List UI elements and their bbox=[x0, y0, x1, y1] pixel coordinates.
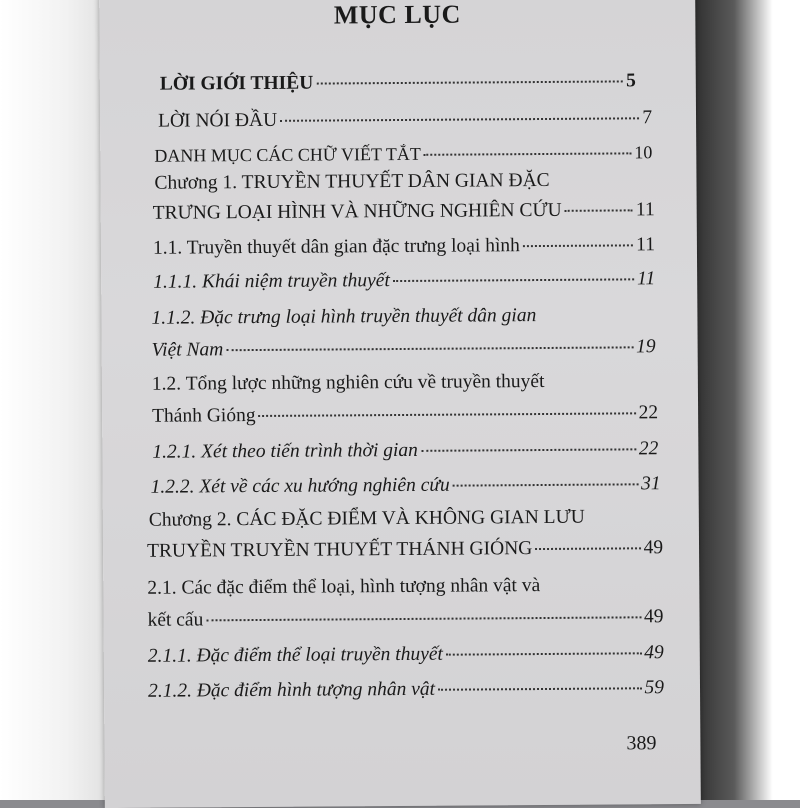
dot-leader bbox=[316, 80, 623, 84]
toc-entry bbox=[147, 606, 663, 632]
toc-entry-page: 5 bbox=[625, 70, 636, 92]
page-number: 389 bbox=[626, 732, 657, 755]
dot-leader bbox=[226, 346, 633, 351]
toc-entry-line: 2.1. Các đặc điểm thể loại, hình tượng nhân vật và bbox=[147, 575, 541, 599]
toc-entry-page: 11 bbox=[636, 234, 655, 256]
toc-entry-page: 49 bbox=[644, 642, 664, 664]
dot-leader bbox=[453, 483, 638, 486]
toc-entry-page: 31 bbox=[641, 473, 661, 495]
toc-entry-page: 49 bbox=[643, 537, 664, 559]
page-title: MỤC LỤC bbox=[333, 0, 461, 30]
toc-entry-line: 1.1.2. Đặc trưng loại hình truyền thuyết dân gian bbox=[151, 305, 537, 329]
dot-leader bbox=[421, 448, 636, 452]
toc-entry bbox=[153, 268, 655, 294]
toc-entry-title: 1.1.1. Khái niệm truyền thuyết bbox=[153, 270, 390, 293]
toc-entry-title: DANH MỤC CÁC CHỮ VIẾT TẮT bbox=[154, 143, 421, 166]
toc-entry-line: Chương 1. TRUYỀN THUYẾT DÂN GIAN ĐẶC bbox=[154, 169, 550, 194]
toc-entry bbox=[147, 537, 663, 563]
toc-entry-title: 1.2.2. Xét về các xu hướng nghiên cứu bbox=[150, 474, 450, 498]
toc-entry-line: Chương 2. CÁC ĐẶC ĐIỂM VÀ KHÔNG GIAN LƯU bbox=[148, 506, 585, 531]
dot-leader bbox=[535, 547, 640, 550]
toc-entry-page: 11 bbox=[637, 268, 656, 290]
toc-entry bbox=[153, 234, 655, 260]
dot-leader bbox=[438, 687, 642, 690]
book-page bbox=[99, 0, 701, 808]
toc-entry-title: TRƯNG LOẠI HÌNH VÀ NHỮNG NGHIÊN CỨU bbox=[152, 199, 562, 224]
dot-leader bbox=[565, 209, 633, 211]
toc-entry bbox=[152, 402, 658, 428]
toc-entry-title: 1.1. Truyền thuyết dân gian đặc trưng loại hình bbox=[152, 235, 520, 259]
toc-entry-title: Thánh Gióng bbox=[152, 405, 256, 427]
toc-entry-page: 22 bbox=[638, 402, 659, 424]
toc-entry-page: 49 bbox=[643, 606, 664, 628]
toc-entry bbox=[152, 336, 656, 362]
toc-entry bbox=[160, 70, 636, 95]
dot-leader bbox=[523, 244, 633, 247]
background-right bbox=[690, 0, 800, 800]
dot-leader bbox=[424, 152, 632, 155]
toc-entry-page: 19 bbox=[636, 336, 656, 358]
dot-leader bbox=[206, 616, 641, 621]
dot-leader bbox=[259, 412, 636, 417]
toc-entry-page: 22 bbox=[638, 438, 659, 460]
toc-entry bbox=[148, 677, 664, 703]
dot-leader bbox=[446, 652, 641, 655]
toc-entry bbox=[152, 438, 658, 464]
toc-entry bbox=[154, 142, 652, 166]
toc-entry bbox=[148, 642, 664, 668]
dot-leader bbox=[280, 117, 639, 122]
toc-entry-page: 10 bbox=[634, 142, 653, 163]
toc-entry-page: 11 bbox=[635, 199, 655, 221]
toc-entry bbox=[158, 107, 652, 132]
toc-entry bbox=[151, 473, 661, 499]
toc-entry-page: 7 bbox=[642, 107, 653, 129]
dot-leader bbox=[393, 278, 634, 282]
toc-entry-title: 2.1.2. Đặc điểm hình tượng nhân vật bbox=[147, 678, 436, 702]
toc-entry-title: LỜI GIỚI THIỆU bbox=[159, 72, 314, 95]
toc-entry-title: LỜI NÓI ĐẦU bbox=[157, 109, 278, 132]
toc-entry-page: 59 bbox=[644, 677, 665, 699]
toc-entry-title: 1.2.1. Xét theo tiến trình thời gian bbox=[152, 439, 418, 463]
toc-entry-line: 1.2. Tổng lược những nghiên cứu về truyền thuyết bbox=[151, 370, 545, 395]
toc-entry-title: Việt Nam bbox=[151, 339, 224, 361]
toc-entry-title: 2.1.1. Đặc điểm thể loại truyền thuyết bbox=[147, 643, 443, 667]
toc-entry-title: TRUYỀN TRUYỀN THUYẾT THÁNH GIÓNG bbox=[146, 538, 533, 562]
toc-entry bbox=[153, 199, 655, 225]
toc-entry-title: kết cấu bbox=[147, 609, 204, 631]
